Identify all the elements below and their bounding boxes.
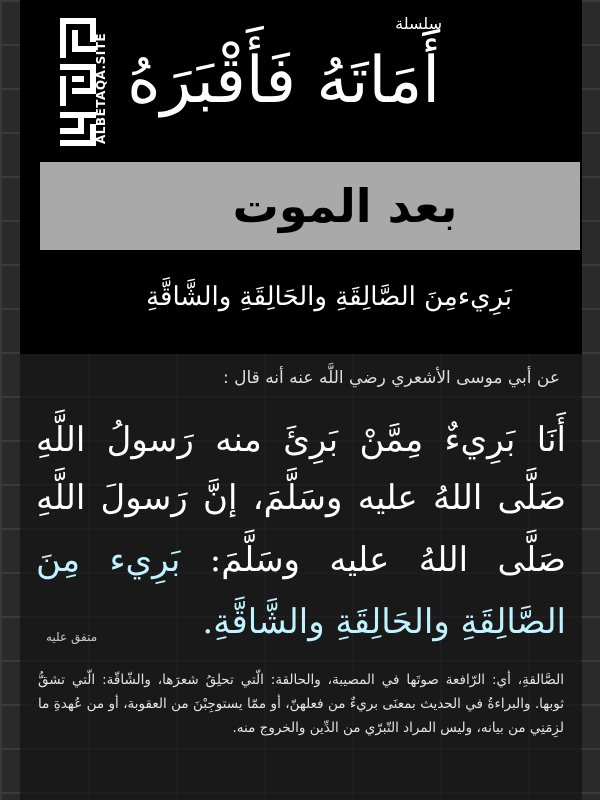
hadith-line-2: صَلَّى اللهُ عليه وسَلَّمَ، إنَّ رَسولَ اللَّهِ (36, 478, 566, 518)
title-band (20, 162, 582, 254)
series-label: سلسلة (395, 14, 442, 33)
site-logo (56, 14, 126, 150)
series-title: أَمَاتَهُ فَأَقْبَرَهُ (127, 44, 440, 118)
hadith-line-3-plain: صَلَّى اللهُ عليه وسَلَّمَ: (209, 540, 566, 580)
narrator: عن أبي موسى الأشعري رضي اللَّه عنه أنه قال : (223, 368, 560, 388)
title-band-inner (40, 162, 580, 250)
hadith-line-4: الصَّالِقَةِ والحَالِقَةِ والشَّاقَّةِ. (202, 602, 566, 642)
hadith-source: متفق عليه (46, 630, 98, 644)
subtitle: بَرِيءمِنَ الصَّالِقَةِ والحَالِقَةِ والشَّاقَّةِ (146, 282, 512, 312)
hadith-line-1: أَنَا بَرِيءٌ مِمَّنْ بَرِئَ منه رَسولُ اللَّهِ (36, 420, 566, 460)
header (20, 0, 582, 162)
explanation: الصَّالقةِ، أي: الرّافعة صوتَها في المصيبة، والحالقة: الّتي تحلِقُ شعرَها، والشّاقّة: الّتي تشقُّ ثوبها. والبراءةُ في الحديث بمعنَى بريءٌ من فعلهنّ، أو ممّا يستوجِبْنَ من العقوبة، أو من عُهدةِ ما لزِمَنِي من بيانه، وليس المراد التّبرّي من الدِّين والخروج منه. (38, 672, 564, 736)
hadith-line-3 (36, 540, 566, 580)
band-title: بعد الموت (232, 179, 458, 233)
logo-site-text: ALBETAQA.SITE (94, 32, 108, 144)
hadith-line-3-accent: بَرِيء مِنَ (36, 540, 181, 580)
hadith-panel (20, 354, 582, 800)
subtitle-box (20, 254, 582, 354)
